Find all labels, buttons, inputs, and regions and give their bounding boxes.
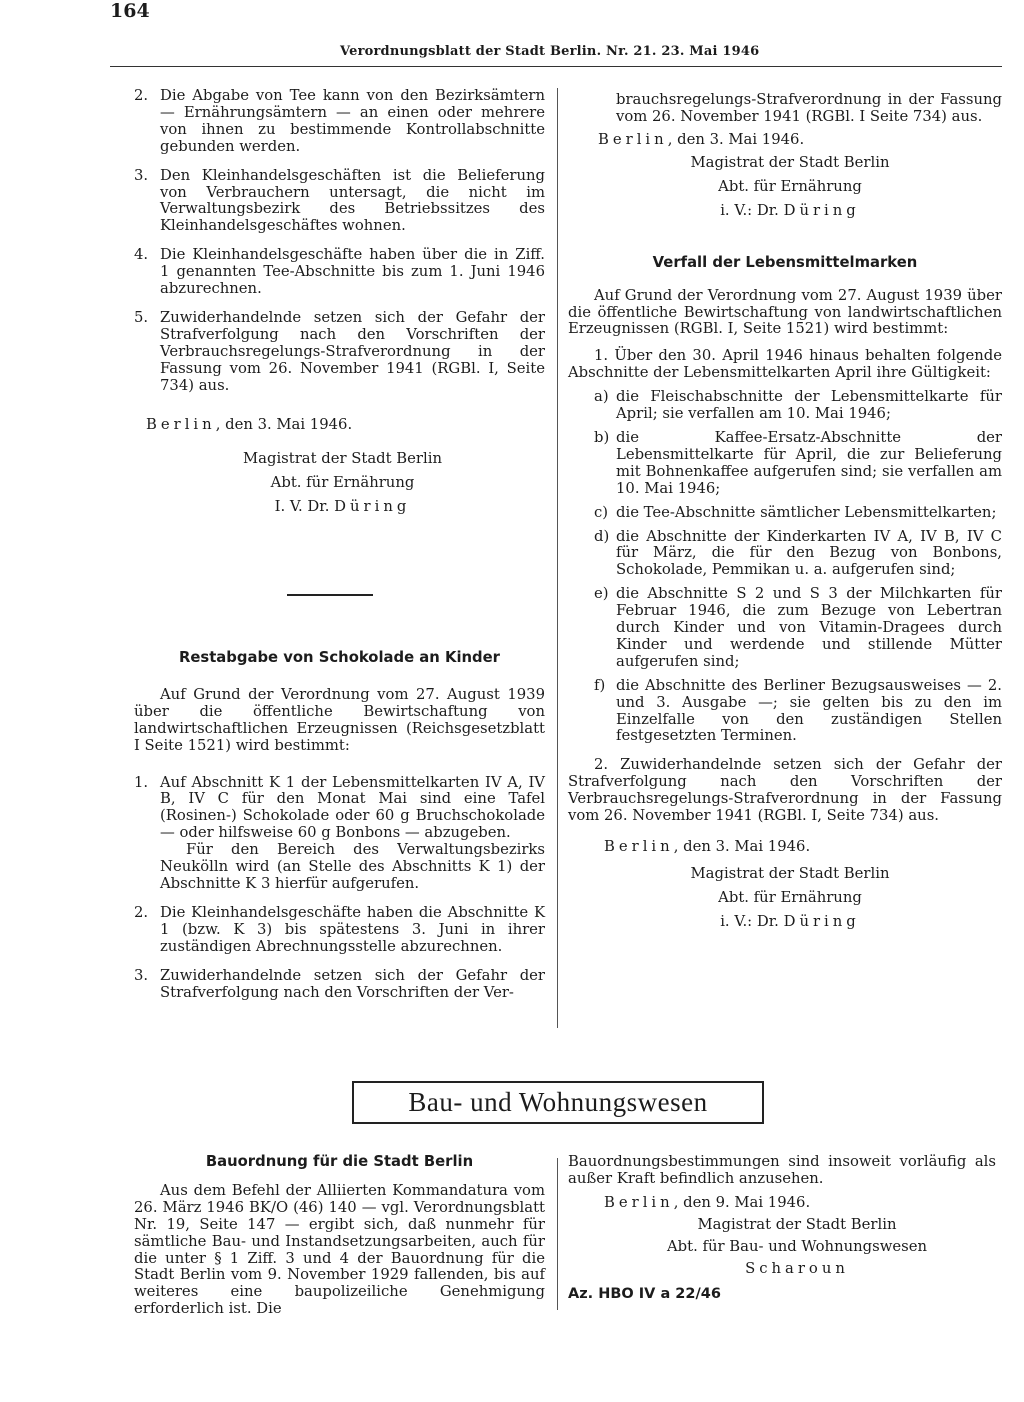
- list-item: f) die Abschnitte des Berliner Bezugsausweises — 2. und 3. Ausgabe —; sie gelten bis zu den im Einzelfalle von den zuständigen Stellen festgesetzten Terminen.: [594, 676, 1002, 745]
- place-date: Berlin, den 3. Mai 1946.: [604, 838, 811, 855]
- list-item: 3. Den Kleinhandelsgeschäften ist die Belieferung von Verbrauchern untersagt, die nicht im Verwaltungsbezirk des Betriebssitzes des Kleinhandelsgeschäftes wohnen.: [134, 166, 545, 235]
- article-heading: Bauordnung für die Stadt Berlin: [205, 1153, 474, 1170]
- list-item: 3. Zuwiderhandelnde setzen sich der Gefahr der Strafverfolgung nach den Vorschriften der Ver-: [134, 966, 545, 1001]
- article-heading: Restabgabe von Schokolade an Kinder: [179, 649, 500, 666]
- list-item: 1. Auf Abschnitt K 1 der Lebensmittelkarten IV A, IV B, IV C für den Monat Mai sind eine Tafel (Rosinen-) Schokolade oder 60 g Bruchschokolade — oder hilfsweise 60 g Bonbons — abzugeben. Für den Bereich des Verwaltungsbezirks Neukölln wird (an Stelle des Abschnitts K 1) der Abschnitte K 3 hierfür aufgerufen.: [134, 773, 545, 892]
- list-item: c) die Tee-Abschnitte sämtlicher Lebensmittelkarten;: [594, 503, 997, 521]
- header-rule: [110, 66, 1002, 67]
- paragraph: Aus dem Befehl der Alliierten Kommandatura vom 26. März 1946 BK/O (46) 140 — vgl. Verordnungsblatt Nr. 19, Seite 147 — ergibt sich, daß nunmehr für sämtliche Bau- und Instandsetzungsarbeiten, auch für die unter § 1 Ziff. 3 und 4 der Bauordnung für die Stadt Berlin vom 9. November 1929 fallenden, bis auf weiteres eine baupolizeiliche Genehmigung erforderlich ist. Die: [134, 1181, 545, 1318]
- intro-paragraph: Auf Grund der Verordnung vom 27. August 1939 über die öffentliche Bewirtschaftung von landwirtschaftlichen Erzeugnissen (RGBl. I, Seite 1521) wird bestimmt:: [568, 286, 1002, 338]
- column-divider-top: [557, 88, 558, 1028]
- reference-number: Az. HBO IV a 22/46: [568, 1285, 721, 1302]
- signature-block: Magistrat der Stadt Berlin Abt. für Ernährung i. V.: Dr. Düring: [690, 864, 890, 930]
- column-divider-bottom: [557, 1158, 558, 1310]
- signature-block: Magistrat der Stadt Berlin Abt. für Ernährung I. V. Dr. Düring: [243, 450, 442, 516]
- place-date: Berlin, den 3. Mai 1946.: [146, 415, 353, 433]
- list-item: 2. Die Kleinhandelsgeschäfte haben die Abschnitte K 1 (bzw. K 3) bis spätestens 3. Juni in ihrer zuständigen Abrechnungsstelle abzurechnen.: [134, 903, 545, 955]
- left-column-lower: [134, 650, 545, 1001]
- place-date: Berlin, den 3. Mai 1946.: [598, 130, 805, 148]
- bottom-right-column: [568, 1154, 996, 1303]
- right-column: [568, 92, 1002, 934]
- list-item: e) die Abschnitte S 2 und S 3 der Milchkarten für Februar 1946, die zum Bezuge von Lebertran durch Kinder und von Vitamin-Dragees durch Kinder und werdende und stillende Mütter aufgerufen sind;: [594, 585, 1002, 670]
- section-title-box: [352, 1081, 764, 1124]
- paragraph: Bauordnungsbestimmungen sind insoweit vorläufig als außer Kraft befindlich anzusehen.: [568, 1153, 996, 1187]
- left-column: [134, 88, 545, 519]
- list-item: d) die Abschnitte der Kinderkarten IV A, IV B, IV C für März, die für den Bezug von Bonbons, Schokolade, Pemmikan u. a. aufgerufen sind;: [594, 527, 1002, 579]
- intro-paragraph: Auf Grund der Verordnung vom 27. August 1939 über die öffentliche Bewirtschaftung von landwirtschaftlichen Erzeugnissen (Reichsgesetzblatt I Seite 1521) wird bestimmt:: [134, 685, 545, 754]
- article-heading: Verfall der Lebensmittelmarken: [652, 253, 918, 271]
- list-item: 5. Zuwiderhandelnde setzen sich der Gefahr der Strafverfolgung nach den Vorschriften der Verbrauchsregelungs-Strafverordnung in der Fassung vom 26. November 1941 (RGBl. I, Seite 734) aus.: [134, 308, 545, 394]
- list-item: b) die Kaffee-Ersatz-Abschnitte der Lebensmittelkarte für April, die zur Belieferung mit Bohnenkaffee aufgerufen sind; sie verfallen am 10. Mai 1946;: [594, 428, 1002, 497]
- running-title: Verordnungsblatt der Stadt Berlin. Nr. 21. 23. Mai 1946: [340, 44, 760, 59]
- separator-rule: [287, 594, 373, 596]
- place-date: Berlin, den 9. Mai 1946.: [604, 1193, 811, 1211]
- signature-block: Magistrat der Stadt Berlin Abt. für Ernährung i. V.: Dr. Düring: [690, 153, 890, 219]
- list-item: 2. Die Abgabe von Tee kann von den Bezirksämtern — Ernährungsämtern — an einen oder mehrere von ihnen zu bestimmende Kontrollabschnitte gebunden werden.: [134, 87, 545, 155]
- section-title: Bau- und Wohnungswesen: [408, 1087, 708, 1117]
- paragraph: 2. Zuwiderhandelnde setzen sich der Gefahr der Strafverfolgung nach den Vorschriften der Verbrauchsregelungs-Strafverordnung in der Fassung vom 26. November 1941 (RGBl. I, Seite 734) aus.: [568, 756, 1002, 825]
- signature-block: Magistrat der Stadt Berlin Abt. für Bau- und Wohnungswesen Scharoun: [666, 1215, 928, 1277]
- list-item: 4. Die Kleinhandelsgeschäfte haben über die in Ziff. 1 genannten Tee-Abschnitte bis zum 1. Juni 1946 abzurechnen.: [134, 246, 545, 298]
- paragraph: 1. Über den 30. April 1946 hinaus behalten folgende Abschnitte der Lebensmittelkarten April ihre Gültigkeit:: [568, 347, 1002, 382]
- list-item: a) die Fleischabschnitte der Lebensmittelkarte für April; sie verfallen am 10. Mai 1946;: [594, 388, 1002, 423]
- bottom-left-column: [134, 1154, 545, 1318]
- page-number: 164: [110, 0, 150, 22]
- continued-text: brauchsregelungs-Strafverordnung in der Fassung vom 26. November 1941 (RGBl. I Seite 734) aus.: [616, 91, 1002, 125]
